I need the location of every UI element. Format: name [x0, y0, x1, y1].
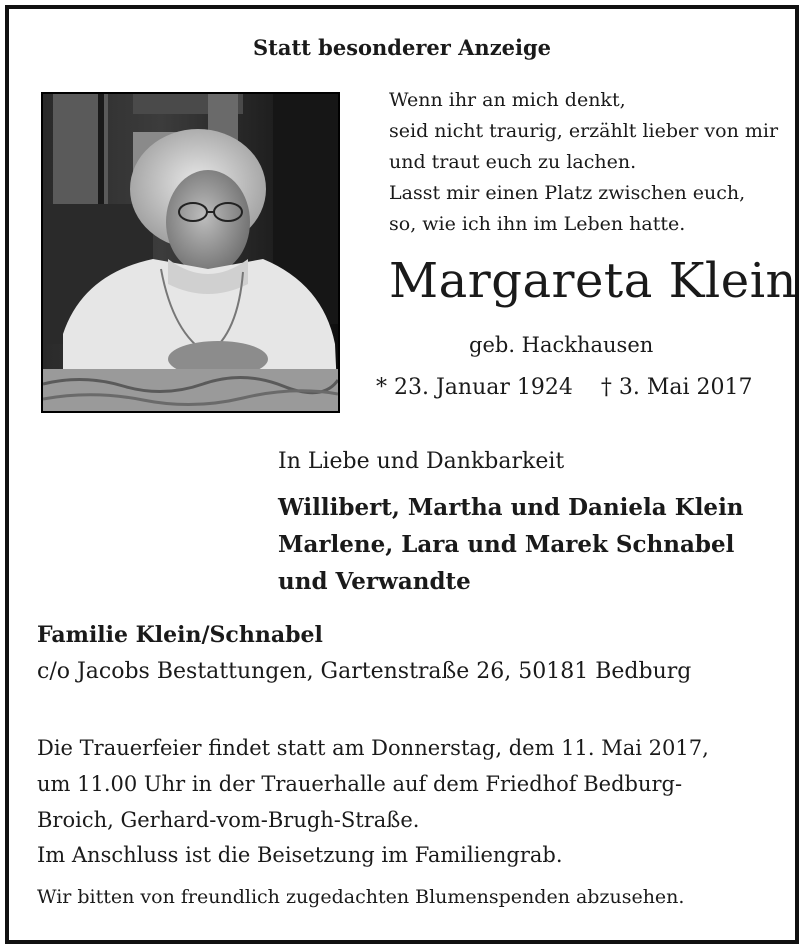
service-line: um 11.00 Uhr in der Trauerhalle auf dem Friedhof Bedburg-: [37, 772, 683, 796]
contact-family: Familie Klein/Schnabel: [37, 622, 323, 648]
mourners-list: [278, 489, 744, 600]
poem-line: seid nicht traurig, erzählt lieber von mir: [389, 120, 779, 142]
contact-address: c/o Jacobs Bestattungen, Gartenstraße 26, 50181 Bedburg: [37, 659, 692, 684]
obituary-frame: [5, 5, 799, 944]
portrait-photo: [41, 92, 340, 413]
birth-date: * 23. Januar 1924: [376, 375, 573, 400]
service-line: Die Trauerfeier findet statt am Donnerstag, dem 11. Mai 2017,: [37, 736, 709, 760]
mourners-intro: In Liebe und Dankbarkeit: [278, 449, 565, 474]
life-dates: [376, 375, 753, 400]
mourner-line: Willibert, Martha und Daniela Klein: [278, 494, 744, 521]
poem-line: Lasst mir einen Platz zwischen euch,: [389, 182, 746, 204]
burial-note: Im Anschluss ist die Beisetzung im Familiengrab.: [37, 843, 563, 867]
poem-line: so, wie ich ihn im Leben hatte.: [389, 213, 686, 235]
birth-name: geb. Hackhausen: [469, 333, 654, 357]
poem-line: Wenn ihr an mich denkt,: [389, 89, 626, 111]
flowers-note: Wir bitten von freundlich zugedachten Blumenspenden abzusehen.: [37, 886, 685, 908]
mourner-line: und Verwandte: [278, 568, 471, 595]
mourner-line: Marlene, Lara und Marek Schnabel: [278, 531, 735, 558]
service-line: Broich, Gerhard-vom-Brugh-Straße.: [37, 808, 420, 832]
service-details: [37, 730, 770, 838]
poem-line: und traut euch zu lachen.: [389, 151, 637, 173]
notice-header: Statt besonderer Anzeige: [252, 35, 552, 60]
death-date: † 3. Mai 2017: [600, 375, 753, 400]
poem: [389, 85, 778, 240]
deceased-name: Margareta Klein: [389, 253, 797, 309]
